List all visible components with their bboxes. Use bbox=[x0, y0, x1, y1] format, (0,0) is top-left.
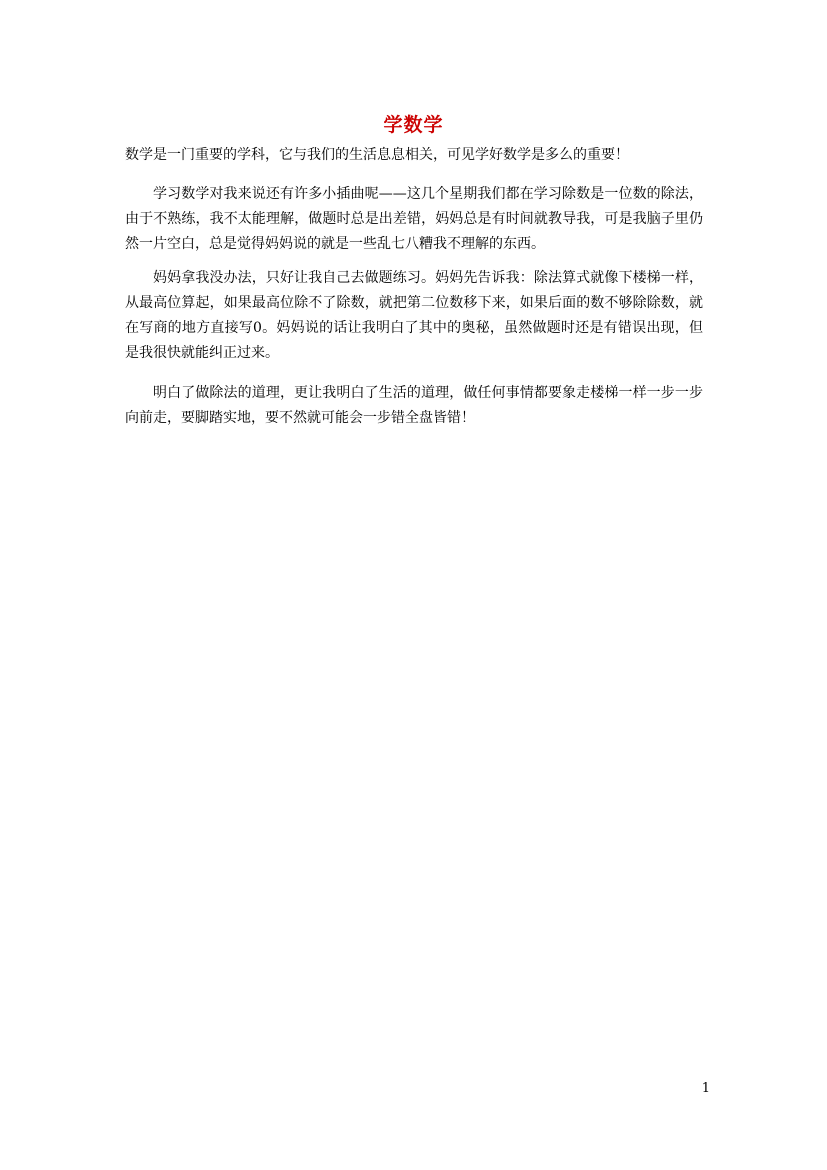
page-number: 1 bbox=[701, 1081, 710, 1096]
paragraph-conclusion: 明白了做除法的道理，更让我明白了生活的道理，做任何事情都要象走楼梯一样一步一步向前走，要脚踏实地，要不然就可能会一步错全盘皆错！ bbox=[125, 385, 703, 426]
paragraph-intro: 数学是一门重要的学科，它与我们的生活息息相关，可见学好数学是多么的重要！ bbox=[125, 147, 629, 163]
paragraph-mother-explains: 妈妈拿我没办法，只好让我自己去做题练习。妈妈先告诉我：除法算式就像下楼梯一样，从最高位算起，如果最高位除不了除数，就把第二位数移下来，如果后面的数不够除除数，就在写商的地方直接写0。妈妈说的话让我明白了其中的奥秘，虽然做题时还是有错误出现，但是我很快就能纠正过来。 bbox=[125, 270, 703, 361]
paragraph-learning-division: 学习数学对我来说还有许多小插曲呢——这几个星期我们都在学习除数是一位数的除法，由于不熟练，我不太能理解，做题时总是出差错，妈妈总是有时间就教导我，可是我脑子里仍然一片空白，总是觉得妈妈说的就是一些乱七八糟我不理解的东西。 bbox=[125, 186, 703, 252]
document-title: 学数学 bbox=[383, 114, 444, 136]
